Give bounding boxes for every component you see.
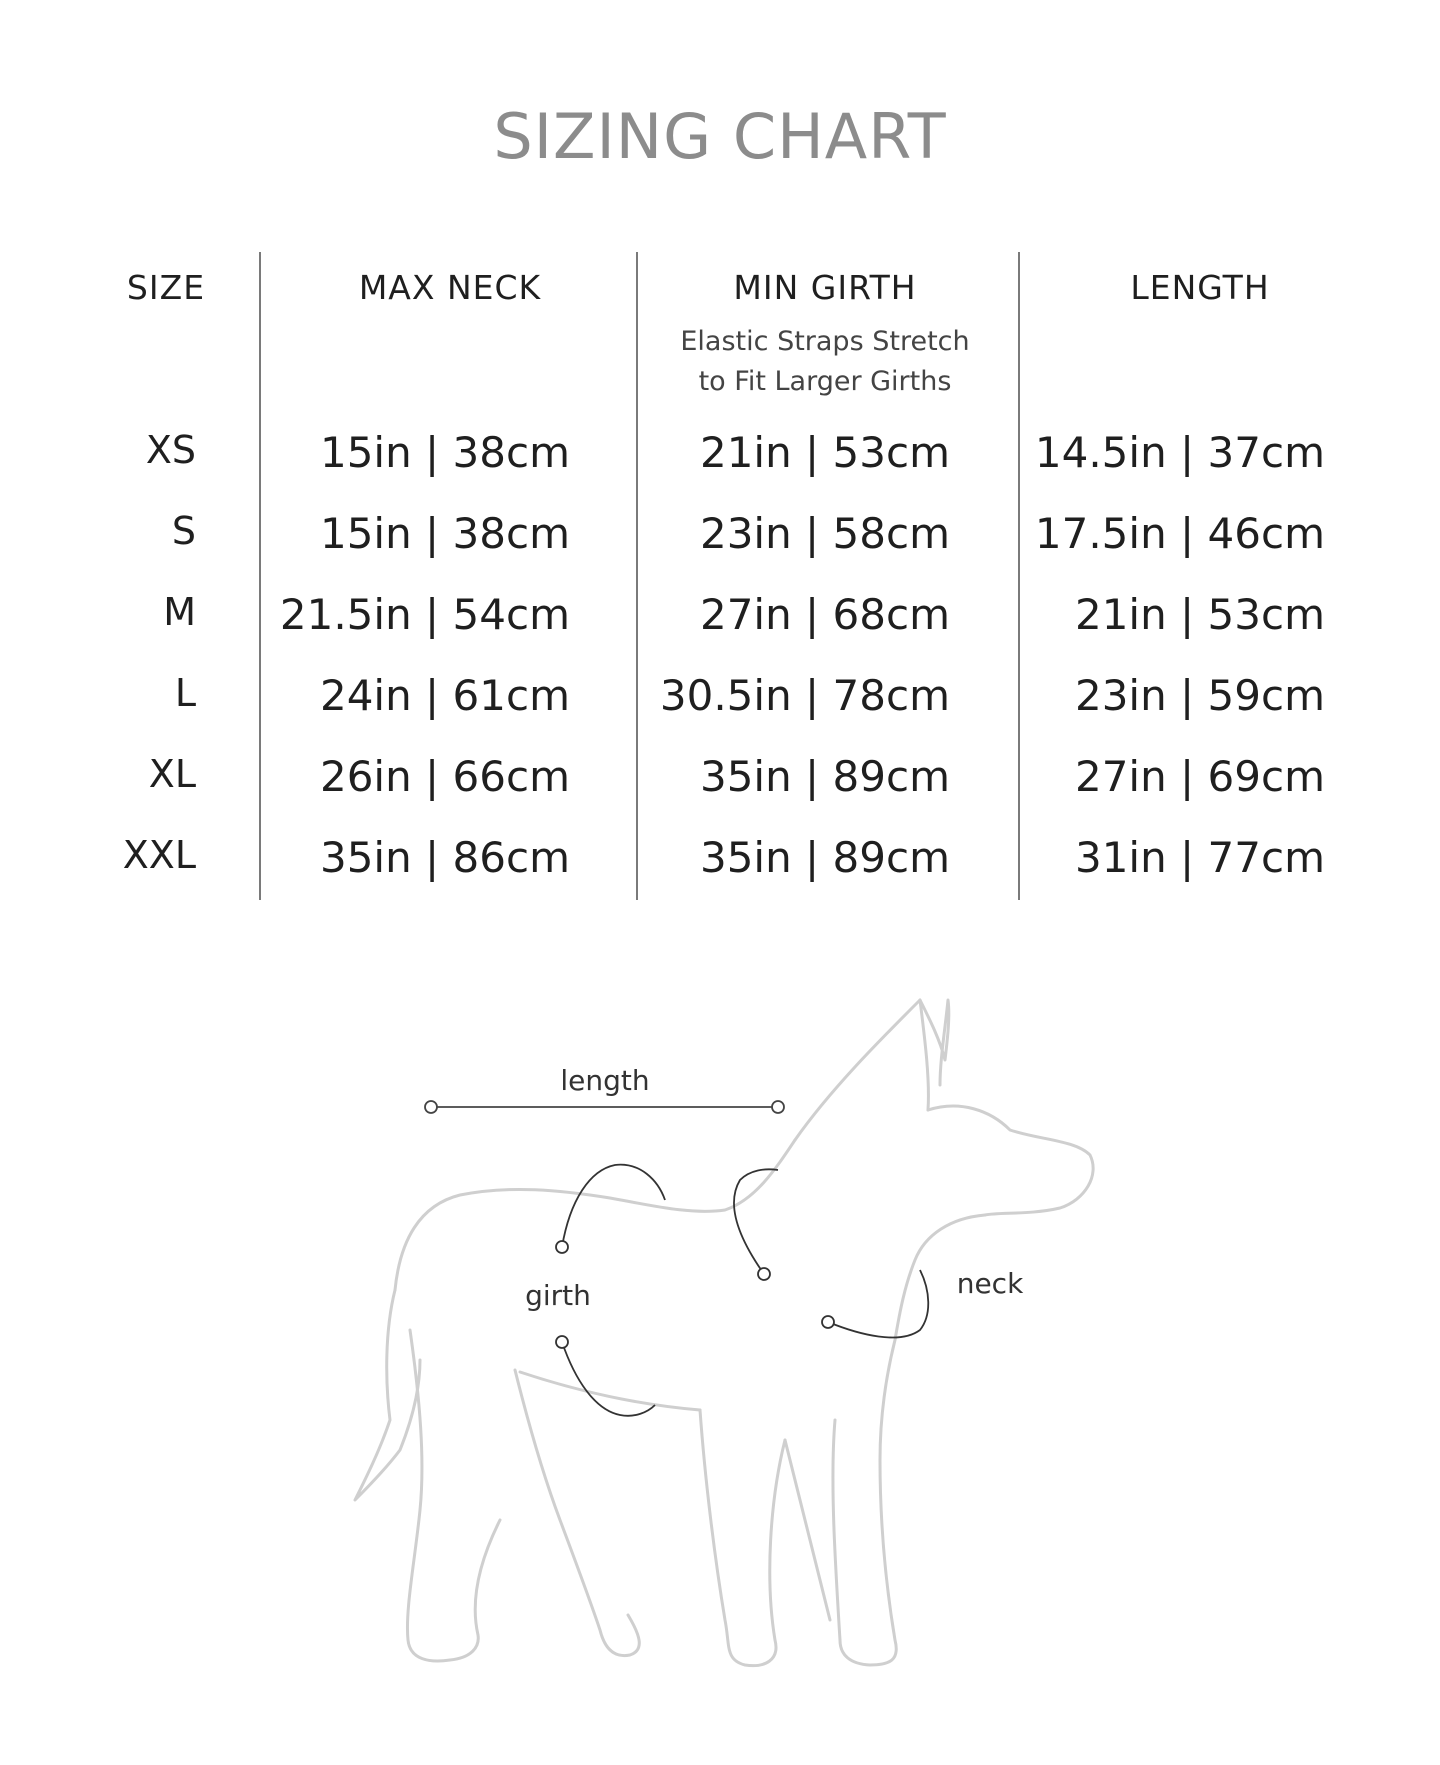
girth-label: girth [525, 1279, 591, 1312]
girth-note-line: to Fit Larger Girths [698, 366, 952, 397]
length-value: 14.5in | 37cm [1034, 428, 1325, 477]
header-length: LENGTH [1130, 268, 1270, 307]
length-value: 31in | 77cm [1074, 833, 1325, 882]
column-divider [259, 252, 261, 900]
girth-value: 27in | 68cm [699, 590, 950, 639]
dog-measurement-diagram [0, 960, 1440, 1720]
neck-indicator [828, 1270, 928, 1338]
girth-value: 30.5in | 78cm [659, 671, 950, 720]
girth-note [640, 322, 1010, 402]
size-label: S [171, 509, 196, 553]
neck-value: 15in | 38cm [319, 428, 570, 477]
size-label: XL [148, 752, 196, 796]
girth-note-line: Elastic Straps Stretch [680, 326, 970, 357]
size-label: L [174, 671, 196, 715]
length-indicator [425, 1101, 784, 1113]
length-value: 17.5in | 46cm [1034, 509, 1325, 558]
neck-value: 15in | 38cm [319, 509, 570, 558]
length-value: 21in | 53cm [1074, 590, 1325, 639]
size-label: M [163, 590, 196, 634]
neck-label: neck [956, 1267, 1024, 1300]
column-divider [636, 252, 638, 900]
header-size: SIZE [126, 268, 206, 307]
girth-value: 35in | 89cm [699, 752, 950, 801]
length-value: 23in | 59cm [1074, 671, 1325, 720]
column-divider [1018, 252, 1020, 900]
dog-outline-icon [355, 1000, 1093, 1666]
neck-value: 26in | 66cm [319, 752, 570, 801]
girth-value: 21in | 53cm [699, 428, 950, 477]
girth-value: 23in | 58cm [699, 509, 950, 558]
neck-value: 35in | 86cm [319, 833, 570, 882]
page-title: SIZING CHART [493, 100, 947, 173]
neck-point [822, 1316, 834, 1328]
header-max-neck: MAX NECK [358, 268, 542, 307]
size-label: XXL [122, 833, 196, 877]
girth-indicator [562, 1165, 778, 1416]
neck-value: 21.5in | 54cm [279, 590, 570, 639]
size-label: XS [145, 428, 196, 472]
girth-value: 35in | 89cm [699, 833, 950, 882]
header-min-girth: MIN GIRTH [733, 268, 917, 307]
length-label: length [560, 1064, 650, 1097]
neck-value: 24in | 61cm [319, 671, 570, 720]
length-value: 27in | 69cm [1074, 752, 1325, 801]
